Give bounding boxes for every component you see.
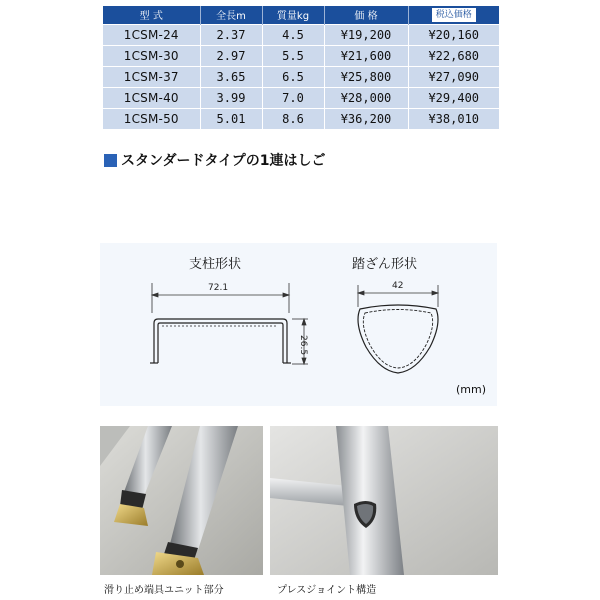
step-shape-title: 踏ざん形状 — [352, 257, 418, 272]
cell-tax-price: ¥38,010 — [408, 108, 499, 129]
cross-section-diagram — [100, 243, 497, 406]
cell-weight: 5.5 — [262, 45, 324, 66]
col-header-weight: 質量kg — [262, 6, 324, 24]
table-row — [103, 24, 499, 45]
cell-model: 1CSM-30 — [103, 45, 200, 66]
col-header-price: 価 格 — [324, 6, 408, 24]
table-row — [103, 87, 499, 108]
cell-model: 1CSM-37 — [103, 66, 200, 87]
cell-price: ¥28,000 — [324, 87, 408, 108]
cell-tax-price: ¥29,400 — [408, 87, 499, 108]
step-profile-shape — [358, 305, 438, 373]
cell-weight: 4.5 — [262, 24, 324, 45]
cell-length: 2.97 — [200, 45, 262, 66]
cell-weight: 7.0 — [262, 87, 324, 108]
table-row — [103, 45, 499, 66]
col-header-length: 全長m — [200, 6, 262, 24]
cell-model: 1CSM-50 — [103, 108, 200, 129]
col-header-model: 型 式 — [103, 6, 200, 24]
step-width-label: 42 — [392, 281, 404, 291]
cell-model: 1CSM-40 — [103, 87, 200, 108]
cell-weight: 6.5 — [262, 66, 324, 87]
heading-square-icon — [104, 154, 117, 167]
section-heading — [104, 150, 325, 170]
section-heading-text: スタンダードタイプの1連はしご — [121, 153, 326, 169]
cell-length: 2.37 — [200, 24, 262, 45]
cell-price: ¥19,200 — [324, 24, 408, 45]
caption-anti-slip-foot: 滑り止め端具ユニット部分 — [104, 585, 224, 596]
cell-length: 5.01 — [200, 108, 262, 129]
unit-label: (mm) — [456, 383, 487, 396]
cell-weight: 8.6 — [262, 108, 324, 129]
rail-profile-shape — [150, 319, 291, 363]
cell-price: ¥36,200 — [324, 108, 408, 129]
tax-price-chip: 税込価格 — [432, 8, 476, 22]
cell-tax-price: ¥22,680 — [408, 45, 499, 66]
rail-shape-title: 支柱形状 — [189, 257, 242, 272]
cell-price: ¥25,800 — [324, 66, 408, 87]
table-row — [103, 108, 499, 129]
press-joint-illustration — [270, 426, 498, 575]
table-row — [103, 66, 499, 87]
table-header-row — [103, 6, 499, 24]
caption-press-joint: プレスジョイント構造 — [277, 585, 377, 596]
cell-model: 1CSM-24 — [103, 24, 200, 45]
cell-tax-price: ¥27,090 — [408, 66, 499, 87]
anti-slip-foot-illustration — [100, 426, 263, 575]
cell-tax-price: ¥20,160 — [408, 24, 499, 45]
rail-height-label: 26.5 — [298, 335, 308, 356]
cell-price: ¥21,600 — [324, 45, 408, 66]
photo-anti-slip-foot — [100, 426, 263, 575]
col-header-tax-price — [408, 6, 499, 24]
cell-length: 3.99 — [200, 87, 262, 108]
photo-press-joint — [270, 426, 498, 575]
rail-width-label: 72.1 — [208, 283, 229, 293]
cell-length: 3.65 — [200, 66, 262, 87]
cross-section-drawing — [100, 243, 497, 406]
spec-table — [103, 6, 499, 129]
